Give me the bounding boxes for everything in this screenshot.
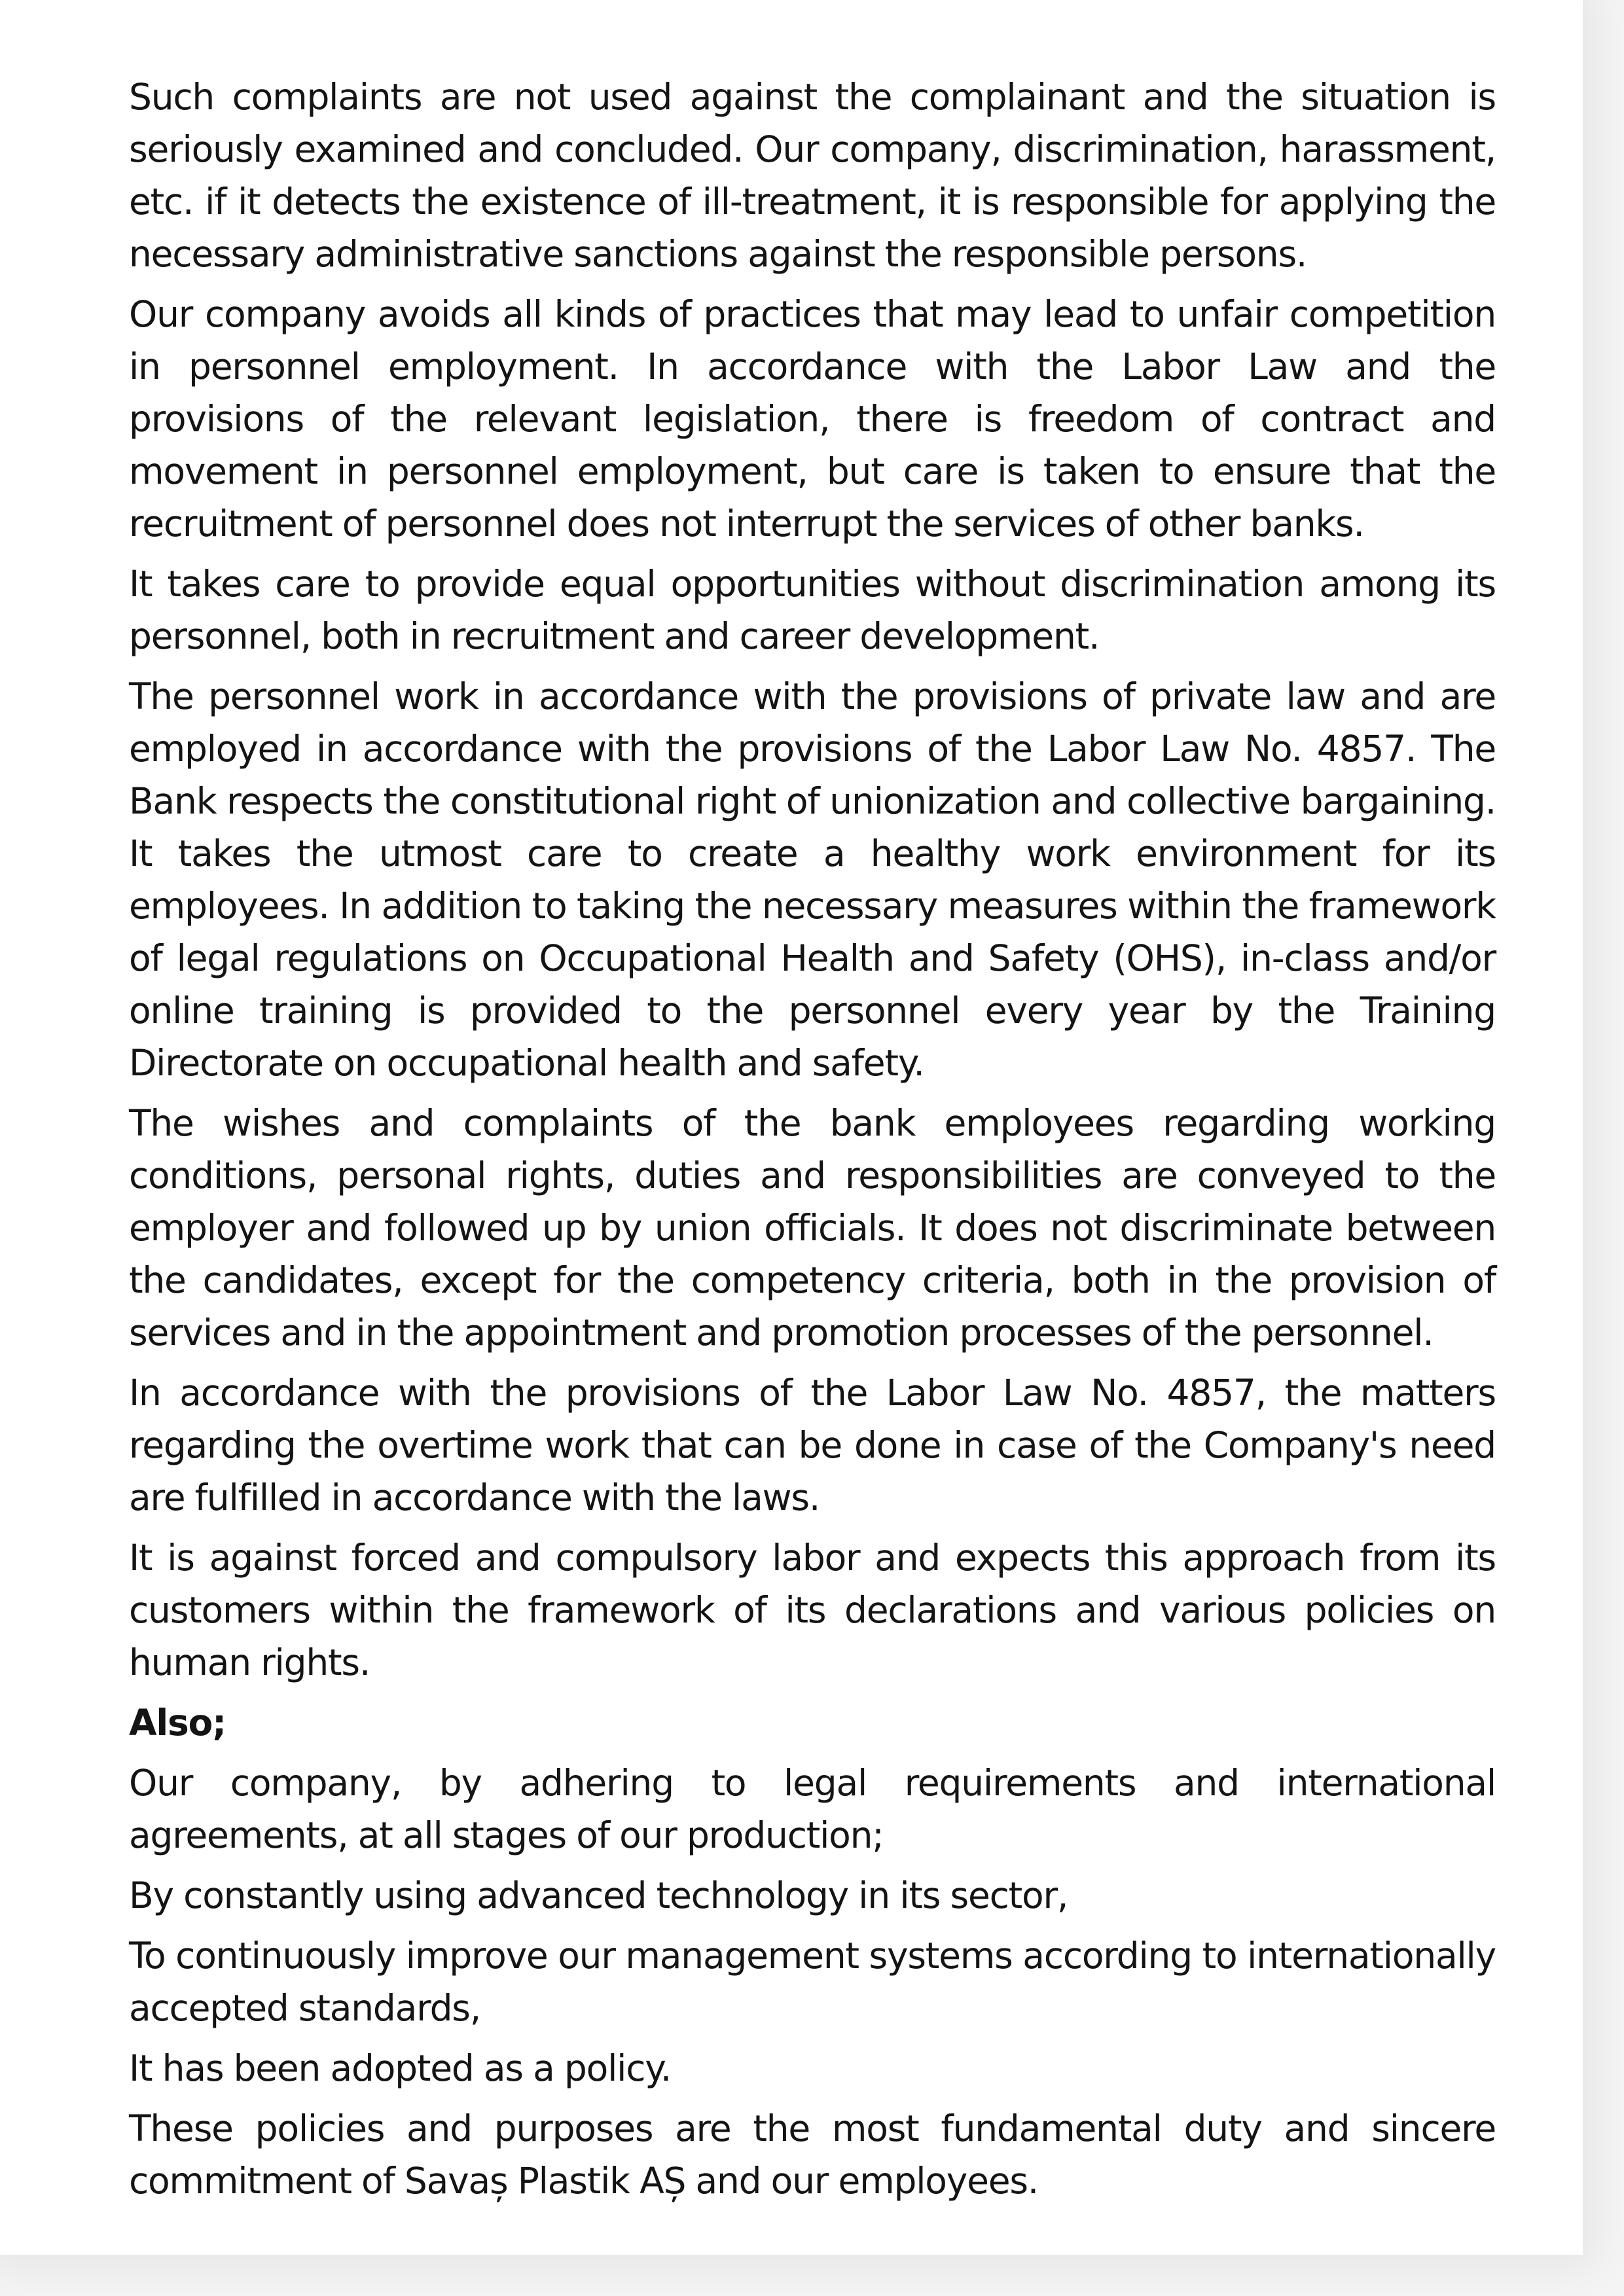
paragraph-overtime: In accordance with the provisions of the Labor Law No. 4857, the matters regarding the overtime work that can be done in case of the Company's need are fulfilled in accordance with the laws.: [129, 1372, 1496, 1518]
paragraph-unfair-competition: Our company avoids all kinds of practices that may lead to unfair competition in personnel employment. In accordance with the Labor Law and the provisions of the relevant legislation, there is freedom of contract and movement in personnel employment, but care is taken to ensure that the recruitment of personnel does not interrupt the services of other banks.: [129, 293, 1496, 545]
paragraph-labor-law: The personnel work in accordance with the provisions of private law and are employed in accordance with the provisions of the Labor Law No. 4857. The Bank respects the constitutional right of unionization and collective bargaining. It takes the utmost care to create a healthy work environment for its employees. In addition to taking the necessary measures within the framework of legal regulations on Occupational Health and Safety (OHS), in-class and/or online training is provided to the personnel every year by the Training Directorate on occupational health and safety.: [129, 675, 1496, 1084]
paragraph-management-systems: To continuously improve our management systems according to internationally accepted standards,: [129, 1935, 1496, 2029]
paragraph-employee-wishes: The wishes and complaints of the bank employees regarding working conditions, personal rights, duties and responsibilities are conveyed to the employer and followed up by union officials. It does not discriminate between the candidates, except for the competency criteria, both in the provision of services and in the appointment and promotion processes of the personnel.: [129, 1102, 1496, 1354]
section-heading-also: Also;: [129, 1702, 226, 1744]
paragraph-advanced-technology: By constantly using advanced technology in its sector,: [129, 1874, 1068, 1916]
paragraph-policy-adopted: It has been adopted as a policy.: [129, 2047, 672, 2089]
paragraph-complaints: Such complaints are not used against the complainant and the situation is seriously examined and concluded. Our company, discrimination, harassment, etc. if it detects the existence of ill-treatment, it is responsible for applying the necessary administrative sanctions against the responsible persons.: [129, 76, 1496, 275]
paragraph-equal-opportunities: It takes care to provide equal opportunities without discrimination among its personnel, both in recruitment and career development.: [129, 563, 1496, 657]
paragraph-forced-labor: It is against forced and compulsory labor and expects this approach from its customers within the framework of its declarations and various policies on human rights.: [129, 1537, 1496, 1683]
document-body: [129, 71, 1496, 2215]
paragraph-legal-requirements: Our company, by adhering to legal requirements and international agreements, at all stages of our production;: [129, 1762, 1496, 1856]
paragraph-commitment: These policies and purposes are the most fundamental duty and sincere commitment of Savaș Plastik AȘ and our employees.: [129, 2108, 1496, 2202]
